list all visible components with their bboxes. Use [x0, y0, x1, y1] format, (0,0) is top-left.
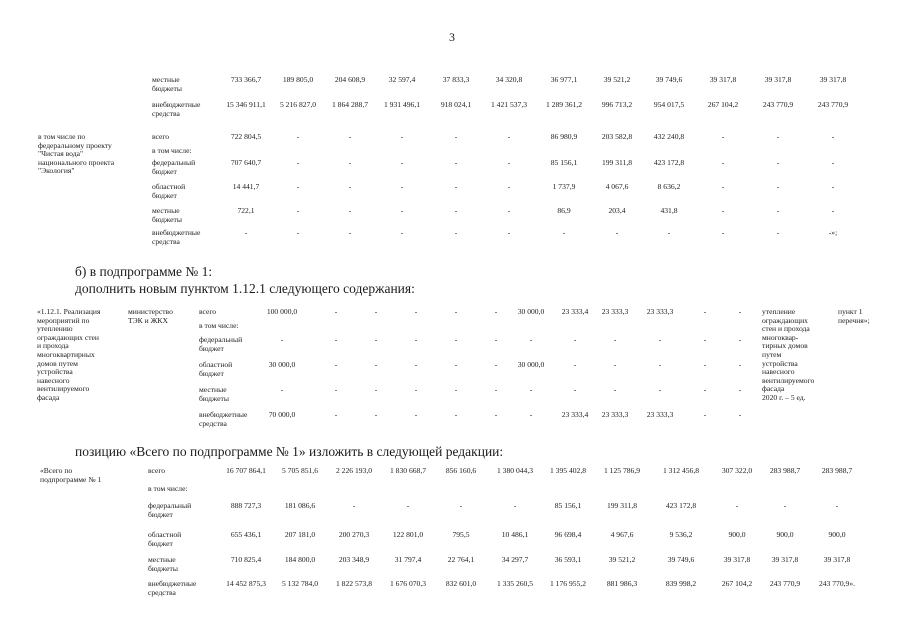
table-cell: 10 486,1	[501, 530, 529, 539]
table-cell: -	[703, 385, 707, 394]
table-cell: 1 864 288,7	[331, 100, 369, 109]
table-cell: 200 270,3	[338, 530, 370, 539]
table-cell: -	[667, 228, 671, 237]
table-cell: 283 988,7	[821, 466, 853, 475]
row-label: бюджеты	[199, 393, 229, 403]
table-cell: -	[721, 182, 725, 191]
table-cell: 23 333,4	[561, 307, 589, 316]
table-cell: 431,8	[660, 206, 678, 215]
table-cell: -	[454, 182, 458, 191]
table-cell: -	[414, 410, 418, 419]
table-cell: -	[562, 228, 566, 237]
table-cell: 1 335 260,5	[496, 579, 534, 588]
table-cell: -	[334, 410, 338, 419]
table-cell: 888 727,3	[230, 501, 262, 510]
table-cell: -	[615, 228, 619, 237]
table-cell: 39 521,2	[603, 75, 631, 84]
table-cell: 36 593,1	[554, 555, 582, 564]
table-cell: 733 366,7	[230, 75, 262, 84]
row-label: федеральный	[199, 335, 243, 344]
table-cell: -	[454, 228, 458, 237]
row-label: бюджет	[152, 166, 177, 176]
table-cell: -	[494, 335, 498, 344]
table-cell: -	[374, 360, 378, 369]
table-cell: -	[613, 335, 617, 344]
table-cell: -	[529, 410, 533, 419]
row-description: вентилируемого	[37, 384, 90, 394]
row-description: "Чистая вода"	[38, 149, 84, 159]
table-cell: 839 998,2	[665, 579, 697, 588]
row-label: внебюджетные	[148, 579, 197, 588]
page-number: 3	[449, 30, 455, 44]
table-cell: -	[507, 158, 511, 167]
row-label: местные	[152, 75, 180, 84]
row-description: федеральному проекту	[38, 140, 112, 150]
table-cell: -	[454, 132, 458, 141]
row-label: бюджет	[199, 368, 224, 378]
table-cell: 243 770,9	[817, 100, 849, 109]
table-cell: -	[529, 335, 533, 344]
table-cell: -	[721, 206, 725, 215]
table-cell: 4 967,6	[610, 530, 634, 539]
table-cell: 5 216 827,0	[279, 100, 317, 109]
table-cell: 423 172,8	[653, 158, 685, 167]
table-cell: 184 800,0	[284, 555, 316, 564]
expected-result: стен и прохода	[762, 324, 810, 334]
table-cell: -	[776, 132, 780, 141]
table-cell: -	[776, 182, 780, 191]
table-cell: 243 770,9	[769, 579, 801, 588]
table-cell: 954 017,5	[653, 100, 685, 109]
table-cell: -	[494, 360, 498, 369]
row-label: всего	[199, 307, 217, 316]
row-label: областной	[199, 360, 233, 369]
table-cell: 22 764,1	[447, 555, 475, 564]
table-cell: 1 822 573,8	[335, 579, 373, 588]
table-cell: 31 797,4	[394, 555, 422, 564]
table-cell: -	[454, 206, 458, 215]
table-cell: -	[776, 158, 780, 167]
table-cell: 996 713,2	[601, 100, 633, 109]
table-cell: -	[507, 206, 511, 215]
table-cell: 199 311,8	[606, 501, 638, 510]
table-cell: -	[244, 228, 248, 237]
table-cell: 39 521,2	[608, 555, 636, 564]
table-cell: -	[613, 385, 617, 394]
table-cell: -»;	[828, 228, 838, 237]
table-cell: 1 676 070,3	[389, 579, 427, 588]
table-cell: 122 801,0	[392, 530, 424, 539]
table-cell: -	[414, 307, 418, 316]
executor: министерство	[128, 307, 173, 316]
row-label: средства	[152, 108, 180, 118]
row-description: подпрограмме № 1	[40, 474, 102, 484]
table-cell: -	[735, 501, 739, 510]
table-cell: 432 240,8	[653, 132, 685, 141]
row-label: всего	[148, 466, 166, 475]
heading-subprogram-1: б) в подпрограмме № 1:	[75, 264, 213, 279]
table-cell: -	[658, 385, 662, 394]
table-cell: -	[334, 335, 338, 344]
row-description: в том числе по	[38, 132, 86, 141]
heading-total-subprogram: позицию «Всего по подпрограмме № 1» изложить в следующей редакции:	[75, 444, 504, 459]
expected-result: путем	[762, 350, 782, 359]
table-cell: -	[776, 206, 780, 215]
row-label: местные	[152, 206, 180, 215]
table-cell: 1 289 361,2	[545, 100, 583, 109]
table-cell: 39 317,8	[709, 75, 737, 84]
table-cell: 707 640,7	[230, 158, 262, 167]
table-cell: -	[721, 158, 725, 167]
table-cell: 1 421 537,3	[490, 100, 528, 109]
table-cell: -	[703, 335, 707, 344]
row-label: областной	[148, 530, 182, 539]
table-cell: 30 000,0	[517, 307, 545, 316]
reference: пункт 1	[838, 307, 863, 316]
table-cell: -	[738, 307, 742, 316]
row-label: бюджеты	[148, 563, 178, 573]
table-cell: 1 931 496,1	[383, 100, 421, 109]
table-cell: 1 395 402,8	[549, 466, 587, 475]
table-cell: -	[721, 132, 725, 141]
table-cell: 14 441,7	[232, 182, 260, 191]
table-cell: 856 160,6	[445, 466, 477, 475]
table-cell: 37 833,3	[442, 75, 470, 84]
row-label: средства	[199, 418, 227, 428]
row-description: "Экология"	[38, 166, 75, 176]
table-cell: -	[374, 307, 378, 316]
table-cell: 1 312 456,8	[662, 466, 700, 475]
table-cell: -	[352, 501, 356, 510]
table-cell: 34 320,8	[495, 75, 523, 84]
reference: перечня»;	[838, 315, 870, 325]
row-label: бюджет	[148, 509, 173, 519]
table-cell: -	[703, 360, 707, 369]
table-cell: 14 452 875,3	[226, 579, 266, 588]
expected-result: ограждающих	[762, 315, 808, 325]
table-cell: 1 176 955,2	[549, 579, 587, 588]
table-cell: 267 104,2	[707, 100, 739, 109]
table-cell: -	[573, 335, 577, 344]
table-cell: -	[494, 307, 498, 316]
row-description: многоквартирных	[37, 350, 95, 359]
table-cell: 900,0	[728, 530, 746, 539]
table-cell: 900,0	[828, 530, 846, 539]
row-label: бюджет	[148, 538, 173, 548]
table-cell: 710 825,4	[230, 555, 262, 564]
table-cell: 283 988,7	[769, 466, 801, 475]
table-cell: 23 333,3	[601, 410, 629, 419]
row-label: бюджет	[199, 343, 224, 353]
table-cell: 39 749,6	[655, 75, 683, 84]
table-cell: 918 024,1	[440, 100, 472, 109]
table-cell: -	[400, 158, 404, 167]
row-label: федеральный	[148, 501, 192, 510]
table-cell: 16 707 864,1	[226, 466, 266, 475]
table-cell: 267 104,2	[721, 579, 753, 588]
table-cell: -	[738, 335, 742, 344]
table-cell: -	[334, 385, 338, 394]
table-cell: 832 601,0	[445, 579, 477, 588]
executor: ТЭК и ЖКХ	[128, 315, 168, 325]
row-description: «1.12.1. Реализация	[37, 307, 101, 316]
row-label: федеральный	[152, 158, 196, 167]
table-cell: -	[507, 132, 511, 141]
table-cell: 23 333,4	[561, 410, 589, 419]
table-cell: -	[459, 501, 463, 510]
table-cell: 1 380 044,3	[496, 466, 534, 475]
table-cell: -	[454, 410, 458, 419]
table-cell: -	[658, 360, 662, 369]
table-cell: 722,1	[237, 206, 255, 215]
row-label: бюджет	[152, 190, 177, 200]
table-cell: 85 156,1	[550, 158, 578, 167]
table-cell: 204 608,9	[334, 75, 366, 84]
table-cell: 9 536,2	[669, 530, 693, 539]
table-cell: 199 311,8	[601, 158, 633, 167]
table-cell: -	[494, 410, 498, 419]
table-cell: -	[348, 228, 352, 237]
table-cell: -	[835, 501, 839, 510]
table-cell: -	[296, 182, 300, 191]
table-cell: -	[296, 132, 300, 141]
row-description: утеплению	[37, 324, 73, 334]
expected-result: многоквар-	[762, 332, 799, 342]
table-cell: 86 980,9	[550, 132, 578, 141]
expected-result: фасада	[762, 384, 785, 394]
table-cell: 203 582,8	[601, 132, 633, 141]
table-cell: 1 125 786,9	[603, 466, 641, 475]
table-cell: -	[280, 385, 284, 394]
table-cell: -	[400, 228, 404, 237]
table-cell: -	[374, 410, 378, 419]
row-description: «Всего по	[40, 466, 73, 475]
expected-result: тирных домов	[762, 341, 808, 351]
table-cell: -	[454, 158, 458, 167]
row-label: местные	[199, 385, 227, 394]
row-label: областной	[152, 182, 186, 191]
table-cell: 23 333,3	[646, 410, 674, 419]
table-cell: -	[414, 360, 418, 369]
table-cell: -	[374, 385, 378, 394]
table-cell: -	[400, 182, 404, 191]
table-cell: 4 067,6	[605, 182, 629, 191]
table-cell: -	[400, 132, 404, 141]
table-cell: -	[831, 206, 835, 215]
table-cell: -	[414, 335, 418, 344]
table-cell: -	[613, 360, 617, 369]
table-cell: -	[658, 335, 662, 344]
table-cell: -	[573, 385, 577, 394]
row-label: в том числе:	[199, 321, 239, 330]
expected-result: утепление	[762, 307, 796, 316]
table-cell: 39 317,8	[771, 555, 799, 564]
row-label: средства	[152, 236, 180, 246]
row-label: в том числе:	[152, 146, 192, 155]
expected-result: 2020 г. – 5 ед.	[762, 393, 806, 402]
row-label: бюджеты	[152, 214, 182, 224]
table-cell: 722 804,5	[230, 132, 262, 141]
table-cell: 8 636,2	[657, 182, 681, 191]
table-cell: 203,4	[608, 206, 626, 215]
table-cell: 30 000,0	[517, 360, 545, 369]
table-cell: -	[831, 132, 835, 141]
row-label: внебюджетные	[152, 228, 201, 237]
table-cell: 5 132 784,0	[281, 579, 319, 588]
expected-result: вентилируемого	[762, 375, 815, 385]
table-cell: -	[334, 360, 338, 369]
table-cell: 96 698,4	[554, 530, 582, 539]
table-cell: 39 317,8	[764, 75, 792, 84]
table-cell: -	[573, 360, 577, 369]
table-cell: -	[507, 182, 511, 191]
table-cell: 86,9	[557, 206, 571, 215]
table-cell: -	[348, 182, 352, 191]
table-cell: -	[296, 158, 300, 167]
table-cell: -	[454, 360, 458, 369]
table-cell: 36 977,1	[550, 75, 578, 84]
table-cell: -	[738, 385, 742, 394]
table-cell: 243 770,9	[762, 100, 794, 109]
table-cell: 5 705 851,6	[281, 466, 319, 475]
table-cell: -	[776, 228, 780, 237]
expected-result: устройства	[762, 358, 798, 368]
table-cell: -	[348, 206, 352, 215]
table-cell: -	[738, 410, 742, 419]
row-description: домов путем	[37, 358, 78, 368]
table-cell: 207 181,0	[284, 530, 316, 539]
table-cell: 881 986,3	[606, 579, 638, 588]
table-cell: -	[831, 158, 835, 167]
table-cell: -	[374, 335, 378, 344]
table-cell: -	[703, 307, 707, 316]
table-cell: 423 172,8	[665, 501, 697, 510]
row-description: фасада	[37, 393, 60, 402]
table-cell: 203 348,9	[338, 555, 370, 564]
row-label: в том числе:	[148, 484, 188, 493]
table-cell: 2 226 193,0	[335, 466, 373, 475]
table-cell: -	[296, 206, 300, 215]
table-cell: -	[454, 335, 458, 344]
table-cell: -	[348, 132, 352, 141]
table-cell: -	[831, 182, 835, 191]
heading-add-item: дополнить новым пунктом 1.12.1 следующего содержания:	[75, 281, 415, 296]
table-cell: -	[507, 228, 511, 237]
table-cell: -	[348, 158, 352, 167]
table-cell: 39 317,8	[823, 555, 851, 564]
table-cell: 39 317,8	[819, 75, 847, 84]
table-cell: -	[783, 501, 787, 510]
table-cell: -	[406, 501, 410, 510]
row-label: местные	[148, 555, 176, 564]
table-cell: 243 770,9».	[818, 579, 856, 588]
table-cell: 900,0	[776, 530, 794, 539]
table-cell: 15 346 911,1	[226, 100, 266, 109]
table-cell: 795,5	[452, 530, 470, 539]
table-cell: 1 737,9	[552, 182, 576, 191]
table-cell: -	[454, 385, 458, 394]
table-cell: -	[703, 410, 707, 419]
row-description: мероприятий по	[37, 315, 90, 325]
table-cell: -	[494, 385, 498, 394]
table-cell: -	[738, 360, 742, 369]
table-cell: 189 805,0	[282, 75, 314, 84]
table-cell: -	[454, 307, 458, 316]
table-cell: 70 000,0	[268, 410, 296, 419]
row-label: средства	[148, 587, 176, 597]
table-cell: 100 000,0	[266, 307, 298, 316]
table-cell: 85 156,1	[554, 501, 582, 510]
table-cell: -	[414, 385, 418, 394]
row-label: внебюджетные	[152, 100, 201, 109]
row-label: внебюджетные	[199, 410, 248, 419]
table-cell: 39 749,6	[667, 555, 695, 564]
table-cell: 1 830 668,7	[389, 466, 427, 475]
row-label: всего	[152, 132, 170, 141]
table-cell: -	[529, 385, 533, 394]
row-description: национального проекта	[38, 157, 115, 167]
row-description: и прохода	[37, 341, 69, 351]
table-cell: 39 317,8	[723, 555, 751, 564]
table-cell: 30 000,0	[268, 360, 296, 369]
table-cell: -	[334, 307, 338, 316]
table-cell: 32 597,4	[388, 75, 416, 84]
table-cell: 307 322,0	[721, 466, 753, 475]
table-cell: 34 297,7	[501, 555, 529, 564]
table-cell: -	[721, 228, 725, 237]
row-label: бюджеты	[152, 83, 182, 93]
table-cell: 181 086,6	[284, 501, 316, 510]
table-cell: -	[513, 501, 517, 510]
table-cell: -	[280, 335, 284, 344]
table-cell: 23 333,3	[646, 307, 674, 316]
row-description: ограждающих стен	[37, 332, 99, 342]
table-cell: 655 436,1	[230, 530, 262, 539]
row-description: навесного	[37, 375, 70, 385]
table-cell: 23 333,3	[601, 307, 629, 316]
table-cell: -	[400, 206, 404, 215]
table-cell: -	[296, 228, 300, 237]
row-description: устройства	[37, 367, 73, 377]
expected-result: навесного	[762, 367, 795, 377]
